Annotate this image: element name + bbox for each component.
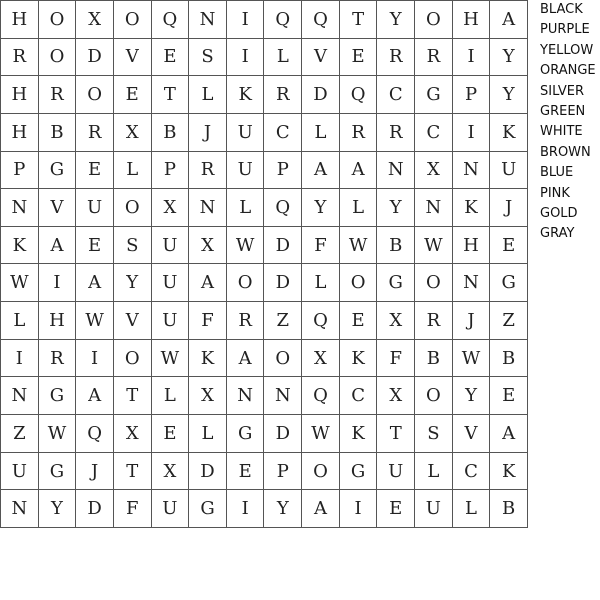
word-list-item: GREEN <box>540 104 586 120</box>
grid-cell[interactable]: D <box>76 39 114 77</box>
grid-cell[interactable]: J <box>453 302 491 340</box>
grid-cell[interactable]: N <box>453 152 491 190</box>
grid-cell[interactable]: V <box>453 415 491 453</box>
grid-cell[interactable]: E <box>152 415 190 453</box>
grid-cell[interactable]: V <box>114 302 152 340</box>
grid-cell[interactable]: A <box>490 415 528 453</box>
grid-cell[interactable]: S <box>114 227 152 265</box>
grid-cell[interactable]: C <box>340 377 378 415</box>
word-list-item: WHITE <box>540 124 583 140</box>
grid-cell[interactable]: X <box>189 377 227 415</box>
grid-cell[interactable]: E <box>490 227 528 265</box>
grid-cell[interactable]: H <box>453 1 491 39</box>
grid-cell[interactable]: S <box>415 415 453 453</box>
word-list-item: GRAY <box>540 226 575 242</box>
grid-cell[interactable]: I <box>227 490 265 528</box>
grid-cell[interactable]: X <box>76 1 114 39</box>
grid-cell[interactable]: E <box>152 39 190 77</box>
grid-cell[interactable]: U <box>415 490 453 528</box>
grid-cell[interactable]: A <box>189 264 227 302</box>
grid-cell[interactable]: L <box>453 490 491 528</box>
grid-cell[interactable]: H <box>1 114 39 152</box>
grid-cell[interactable]: E <box>227 453 265 491</box>
grid-cell[interactable]: Y <box>114 264 152 302</box>
grid-cell[interactable]: V <box>39 189 77 227</box>
grid-cell[interactable]: I <box>340 490 378 528</box>
grid-cell[interactable]: R <box>264 76 302 114</box>
grid-cell[interactable]: O <box>302 453 340 491</box>
grid-cell[interactable]: A <box>490 1 528 39</box>
grid-cell[interactable]: D <box>76 490 114 528</box>
grid-cell[interactable]: A <box>39 227 77 265</box>
grid-cell[interactable]: Q <box>302 1 340 39</box>
grid-cell[interactable]: L <box>340 189 378 227</box>
grid-cell[interactable]: E <box>490 377 528 415</box>
word-list <box>540 0 600 245</box>
grid-cell[interactable]: L <box>302 114 340 152</box>
grid-cell[interactable]: G <box>227 415 265 453</box>
grid-cell[interactable]: R <box>39 340 77 378</box>
grid-cell[interactable]: J <box>189 114 227 152</box>
grid-cell[interactable]: R <box>227 302 265 340</box>
grid-cell[interactable]: O <box>415 377 453 415</box>
grid-cell[interactable]: U <box>377 453 415 491</box>
grid-cell[interactable]: L <box>227 189 265 227</box>
grid-cell[interactable]: K <box>340 340 378 378</box>
grid-cell[interactable]: O <box>39 39 77 77</box>
word-list-item: YELLOW <box>540 42 594 58</box>
grid-cell[interactable]: L <box>189 415 227 453</box>
grid-cell[interactable]: E <box>340 39 378 77</box>
grid-cell[interactable]: G <box>377 264 415 302</box>
grid-cell[interactable]: L <box>415 453 453 491</box>
grid-cell[interactable]: H <box>453 227 491 265</box>
grid-cell[interactable]: I <box>453 114 491 152</box>
grid-cell[interactable]: G <box>39 453 77 491</box>
grid-cell[interactable]: O <box>114 340 152 378</box>
grid-cell[interactable]: I <box>227 39 265 77</box>
grid-cell[interactable]: Z <box>1 415 39 453</box>
grid-cell[interactable]: L <box>264 39 302 77</box>
grid-cell[interactable]: Q <box>264 189 302 227</box>
grid-cell[interactable]: U <box>152 490 190 528</box>
grid-cell[interactable]: T <box>152 76 190 114</box>
grid-cell[interactable]: A <box>227 340 265 378</box>
grid-cell[interactable]: B <box>39 114 77 152</box>
word-list-item: GOLD <box>540 206 578 222</box>
grid-cell[interactable]: Y <box>264 490 302 528</box>
grid-cell[interactable]: T <box>377 415 415 453</box>
grid-cell[interactable]: R <box>340 114 378 152</box>
grid-cell[interactable]: K <box>490 453 528 491</box>
grid-cell[interactable]: N <box>415 189 453 227</box>
grid-cell[interactable]: R <box>415 302 453 340</box>
grid-cell[interactable]: O <box>415 264 453 302</box>
grid-cell[interactable]: Z <box>264 302 302 340</box>
grid-cell[interactable]: R <box>377 39 415 77</box>
grid-cell[interactable]: L <box>152 377 190 415</box>
grid-cell[interactable]: O <box>340 264 378 302</box>
grid-cell[interactable]: X <box>152 453 190 491</box>
grid-cell[interactable]: R <box>76 114 114 152</box>
grid-cell[interactable]: G <box>189 490 227 528</box>
word-list-item: SILVER <box>540 83 585 99</box>
grid-cell[interactable]: A <box>302 152 340 190</box>
grid-cell[interactable]: N <box>453 264 491 302</box>
grid-cell[interactable]: E <box>340 302 378 340</box>
grid-cell[interactable]: H <box>1 1 39 39</box>
word-list-item: PURPLE <box>540 22 590 38</box>
grid-cell[interactable]: K <box>1 227 39 265</box>
grid-cell[interactable]: W <box>302 415 340 453</box>
grid-cell[interactable]: D <box>264 227 302 265</box>
grid-cell[interactable]: R <box>415 39 453 77</box>
grid-cell[interactable]: W <box>76 302 114 340</box>
grid-cell[interactable]: S <box>189 39 227 77</box>
grid-cell[interactable]: A <box>76 377 114 415</box>
grid-cell[interactable]: W <box>340 227 378 265</box>
grid-cell[interactable]: B <box>490 490 528 528</box>
grid-cell[interactable]: F <box>114 490 152 528</box>
grid-cell[interactable]: T <box>114 453 152 491</box>
grid-cell[interactable]: W <box>1 264 39 302</box>
grid-cell[interactable]: N <box>1 189 39 227</box>
word-list-item: PINK <box>540 185 570 201</box>
grid-cell[interactable]: N <box>377 152 415 190</box>
grid-cell[interactable]: A <box>76 264 114 302</box>
grid-cell[interactable]: I <box>39 264 77 302</box>
grid-cell[interactable]: B <box>377 227 415 265</box>
grid-cell[interactable]: E <box>377 490 415 528</box>
grid-cell[interactable]: U <box>490 152 528 190</box>
grid-cell[interactable]: G <box>39 377 77 415</box>
grid-cell[interactable]: X <box>114 114 152 152</box>
grid-cell[interactable]: Y <box>377 1 415 39</box>
grid-cell[interactable]: X <box>114 415 152 453</box>
grid-cell[interactable]: B <box>152 114 190 152</box>
grid-cell[interactable]: U <box>152 227 190 265</box>
grid-cell[interactable]: C <box>453 453 491 491</box>
grid-cell[interactable]: U <box>227 152 265 190</box>
grid-cell[interactable]: P <box>264 453 302 491</box>
grid-cell[interactable]: O <box>227 264 265 302</box>
grid-cell[interactable]: X <box>377 302 415 340</box>
grid-cell[interactable]: N <box>264 377 302 415</box>
grid-cell[interactable]: Y <box>377 189 415 227</box>
grid-cell[interactable]: I <box>227 1 265 39</box>
grid-cell[interactable]: W <box>227 227 265 265</box>
grid-cell[interactable]: U <box>76 189 114 227</box>
grid-cell[interactable]: C <box>377 76 415 114</box>
grid-cell[interactable]: C <box>264 114 302 152</box>
grid-cell[interactable]: F <box>189 302 227 340</box>
grid-cell[interactable]: R <box>1 39 39 77</box>
grid-cell[interactable]: K <box>490 114 528 152</box>
grid-cell[interactable]: O <box>114 1 152 39</box>
grid-cell[interactable]: X <box>377 377 415 415</box>
grid-cell[interactable]: L <box>302 264 340 302</box>
grid-cell[interactable]: Q <box>302 377 340 415</box>
grid-cell[interactable]: P <box>453 76 491 114</box>
grid-cell[interactable]: U <box>227 114 265 152</box>
grid-cell[interactable]: G <box>490 264 528 302</box>
grid-cell[interactable]: Q <box>340 76 378 114</box>
grid-cell[interactable]: X <box>152 189 190 227</box>
grid-cell[interactable]: K <box>189 340 227 378</box>
word-list-item: BROWN <box>540 144 591 160</box>
word-list-item: BLUE <box>540 165 574 181</box>
grid-cell[interactable]: P <box>152 152 190 190</box>
grid-cell[interactable]: F <box>302 227 340 265</box>
grid-cell[interactable]: X <box>302 340 340 378</box>
grid-cell[interactable]: U <box>152 264 190 302</box>
grid-cell[interactable]: R <box>377 114 415 152</box>
grid-cell[interactable]: B <box>415 340 453 378</box>
grid-cell[interactable]: N <box>227 377 265 415</box>
grid-cell[interactable]: J <box>490 189 528 227</box>
grid-cell[interactable]: W <box>415 227 453 265</box>
grid-cell[interactable]: C <box>415 114 453 152</box>
grid-cell[interactable]: Q <box>264 1 302 39</box>
grid-cell[interactable]: K <box>453 189 491 227</box>
grid-cell[interactable]: O <box>415 1 453 39</box>
grid-cell[interactable]: K <box>227 76 265 114</box>
grid-cell[interactable]: Y <box>302 189 340 227</box>
grid-cell[interactable]: E <box>76 152 114 190</box>
grid-cell[interactable]: Y <box>453 377 491 415</box>
word-list-item: ORANGE <box>540 63 596 79</box>
grid-cell[interactable]: N <box>189 189 227 227</box>
grid-cell[interactable]: N <box>1 490 39 528</box>
grid-cell[interactable]: R <box>39 76 77 114</box>
grid-cell[interactable]: Y <box>490 39 528 77</box>
word-list-item: BLACK <box>540 2 583 17</box>
grid-cell[interactable]: D <box>264 264 302 302</box>
grid-cell[interactable]: I <box>1 340 39 378</box>
grid-cell[interactable]: O <box>76 76 114 114</box>
grid-cell[interactable]: B <box>490 340 528 378</box>
grid-cell[interactable]: W <box>39 415 77 453</box>
grid-cell[interactable]: Y <box>39 490 77 528</box>
grid-cell[interactable]: A <box>340 152 378 190</box>
grid-cell[interactable]: D <box>302 76 340 114</box>
grid-cell[interactable]: Y <box>490 76 528 114</box>
grid-cell[interactable]: N <box>189 1 227 39</box>
grid-cell[interactable]: F <box>377 340 415 378</box>
grid-cell[interactable]: O <box>264 340 302 378</box>
grid-cell[interactable]: X <box>189 227 227 265</box>
grid-cell[interactable]: V <box>302 39 340 77</box>
grid-cell[interactable]: H <box>1 76 39 114</box>
grid-cell[interactable]: I <box>453 39 491 77</box>
grid-cell[interactable]: G <box>415 76 453 114</box>
grid-cell[interactable]: G <box>39 152 77 190</box>
grid-cell[interactable]: X <box>415 152 453 190</box>
grid-cell[interactable]: E <box>114 76 152 114</box>
grid-cell[interactable]: Q <box>76 415 114 453</box>
grid-cell[interactable]: Q <box>152 1 190 39</box>
grid-cell[interactable]: D <box>264 415 302 453</box>
grid-cell[interactable]: P <box>1 152 39 190</box>
grid-cell[interactable]: T <box>114 377 152 415</box>
grid-cell[interactable]: A <box>302 490 340 528</box>
grid-cell[interactable]: L <box>114 152 152 190</box>
grid-cell[interactable]: E <box>76 227 114 265</box>
grid-cell[interactable]: G <box>340 453 378 491</box>
grid-cell[interactable]: P <box>264 152 302 190</box>
grid-cell[interactable]: W <box>453 340 491 378</box>
grid-cell[interactable]: V <box>114 39 152 77</box>
grid-cell[interactable]: O <box>39 1 77 39</box>
grid-cell[interactable]: L <box>189 76 227 114</box>
grid-cell[interactable]: R <box>189 152 227 190</box>
grid-cell[interactable]: Q <box>302 302 340 340</box>
grid-cell[interactable]: J <box>76 453 114 491</box>
grid-cell[interactable]: L <box>1 302 39 340</box>
grid-cell[interactable]: N <box>1 377 39 415</box>
grid-cell[interactable]: Z <box>490 302 528 340</box>
grid-cell[interactable]: K <box>340 415 378 453</box>
grid-cell[interactable]: O <box>114 189 152 227</box>
grid-cell[interactable]: T <box>340 1 378 39</box>
grid-cell[interactable]: H <box>39 302 77 340</box>
grid-cell[interactable]: D <box>189 453 227 491</box>
grid-cell[interactable]: U <box>152 302 190 340</box>
grid-cell[interactable]: W <box>152 340 190 378</box>
grid-cell[interactable]: U <box>1 453 39 491</box>
grid-cell[interactable]: I <box>76 340 114 378</box>
